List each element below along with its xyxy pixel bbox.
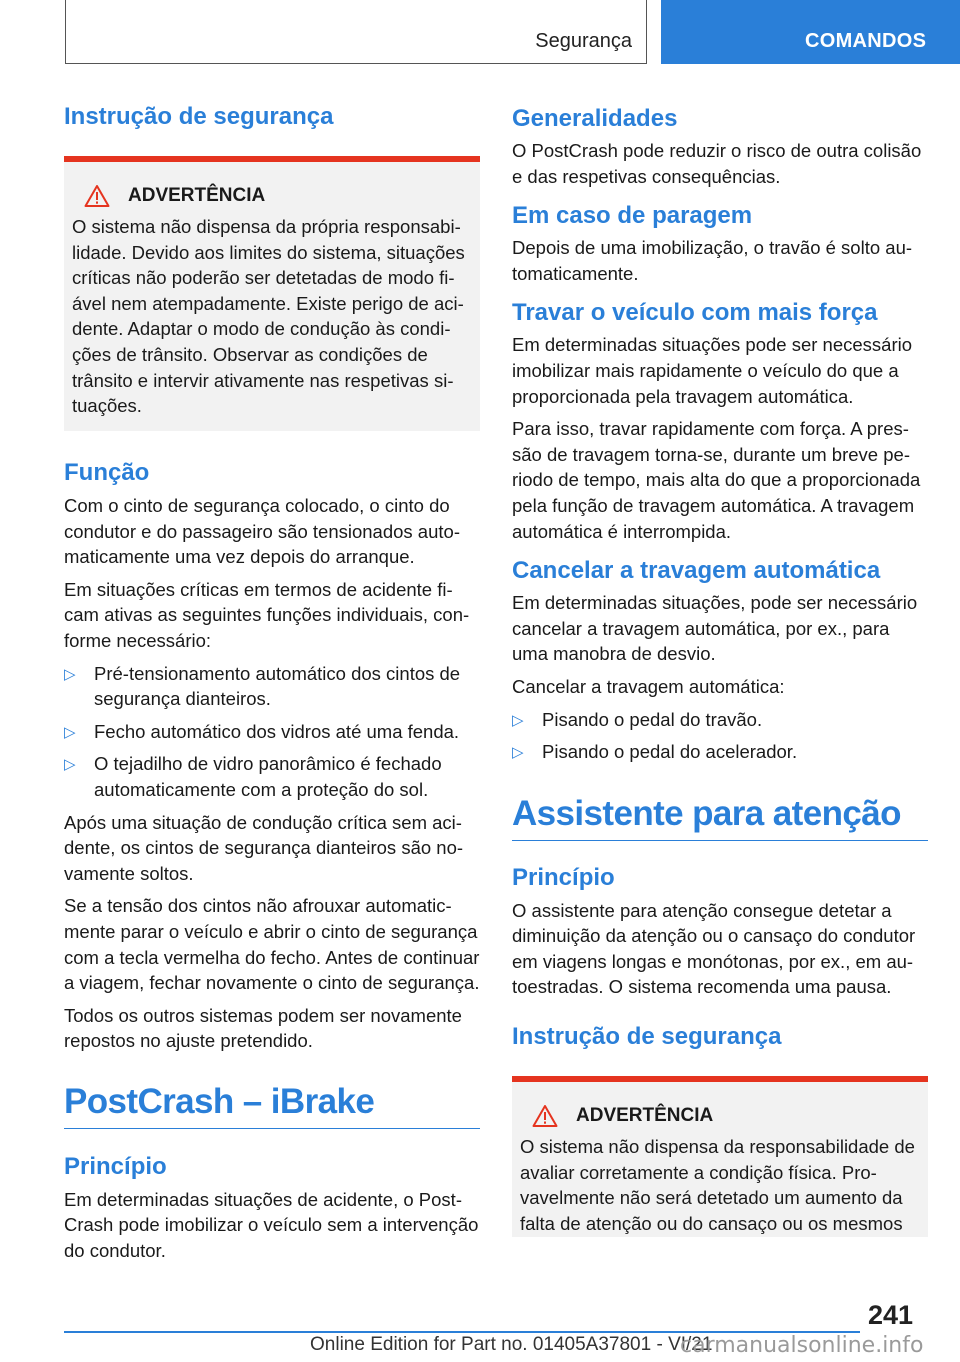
- list-item: [512, 739, 928, 765]
- bullet-triangle-icon: ▷: [64, 723, 76, 741]
- funcao-paragraph: Se a tensão dos cintos não afrouxar automaticmente parar o veículo e abrir o cinto de segurança com a tecla vermelha do fecho. Antes de continuar a viagem, fechar novamente o cinto de segurança.: [64, 895, 480, 994]
- warning-triangle-icon: [532, 1104, 558, 1128]
- warning-box: [64, 156, 480, 431]
- list-item: [64, 661, 480, 712]
- warning-text: O sistema não dispensa da responsabilidade de avaliar corretamente a condição física. Provavelmente não será detetado um aumento da falta de atenção ou do cansaço ou os mesmos: [520, 1136, 915, 1234]
- list-item-text: Pré-tensionamento automático dos cintos de segurança dianteiros.: [94, 662, 461, 710]
- footer-edition: Online Edition for Part no. 01405A37801 - VI/21: [310, 1334, 713, 1355]
- warning-triangle-icon: [84, 184, 110, 208]
- travar-paragraph: Em determinadas situações pode ser necessário imobilizar mais rapidamente o veículo do que a proporcionada pela travagem automática.: [512, 334, 913, 407]
- funcao-heading: Função: [64, 459, 150, 486]
- list-item: [64, 719, 480, 745]
- safety-instruction-heading: Instrução de segurança: [64, 103, 334, 130]
- assistente-heading: Assistente para atenção: [512, 792, 928, 841]
- list-item: [512, 707, 928, 733]
- right-column: [512, 100, 928, 1237]
- list-item-text: Fecho automático dos vidros até uma fenda.: [94, 720, 460, 742]
- principio-paragraph: Em determinadas situações de acidente, o PostCrash pode imobilizar o veículo sem a intervenção do condutor.: [64, 1188, 479, 1262]
- principio-paragraph: O assistente para atenção consegue detetar a diminuição da atenção ou o cansaço do condutor em viagens longas e monótonas, por ex., em autoestradas. O sistema recomenda uma pausa.: [512, 899, 916, 998]
- header-section-label: Segurança: [535, 30, 632, 52]
- warning-title-text: ADVERTÊNCIA: [576, 1105, 714, 1127]
- generalidades-heading: Generalidades: [512, 105, 678, 132]
- warning-title: [72, 184, 472, 208]
- list-item-text: Pisando o pedal do travão.: [542, 708, 763, 730]
- cancelar-heading: Cancelar a travagem automática: [512, 557, 881, 585]
- warning-title-text: ADVERTÊNCIA: [128, 185, 266, 206]
- list-item-text: Pisando o pedal do acelerador.: [542, 741, 798, 763]
- list-item-text: O tejadilho de vidro panorâmico é fechado automaticamente com a proteção do sol.: [94, 753, 442, 800]
- bullet-triangle-icon: ▷: [512, 711, 524, 729]
- travar-heading: Travar o veículo com mais força: [512, 299, 878, 327]
- generalidades-paragraph: O PostCrash pode reduzir o risco de outra colisão e das respetivas consequências.: [512, 140, 922, 187]
- header-section-box: [65, 0, 647, 64]
- bullet-triangle-icon: ▷: [64, 756, 76, 774]
- paragem-paragraph: Depois de uma imobilização, o travão é solto automaticamente.: [512, 237, 913, 284]
- page-number: 241: [868, 1300, 914, 1330]
- footer-watermark: carmanualsonline.info: [680, 1333, 924, 1358]
- header-tab-comandos[interactable]: COMANDOS: [661, 0, 960, 64]
- funcao-paragraph: Todos os outros sistemas podem ser novamente repostos no ajuste pretendido.: [64, 1004, 462, 1052]
- warning-box: [512, 1076, 928, 1237]
- list-item: [64, 751, 480, 802]
- safety-instruction-heading: Instrução de segurança: [512, 1023, 782, 1051]
- warning-text: O sistema não dispensa da própria responsabilidade. Devido aos limites do sistema, situações críticas não poderão ser detetadas de modo fiável nem atempadamente. Existe perigo de acidente. Adaptar o modo de condução às condições de trânsito. Observar as condições de trânsito e intervir ativamente nas respetivas situações.: [72, 216, 465, 417]
- funcao-paragraph: Em situações críticas em termos de acidente ficam ativas as seguintes funções individuais, conforme necessário:: [64, 578, 470, 651]
- funcao-paragraph: Após uma situação de condução crítica sem acidente, os cintos de segurança dianteiros são novamente soltos.: [64, 811, 464, 884]
- cancelar-paragraph: Em determinadas situações, pode ser necessário cancelar a travagem automática, por ex., para uma manobra de desvio.: [512, 592, 918, 665]
- principio-heading: Princípio: [64, 1152, 167, 1180]
- funcao-bullet-list: [64, 661, 480, 803]
- funcao-paragraph: Com o cinto de segurança colocado, o cinto do condutor e do passageiro são tensionados automaticamente uma vez depois do arranque.: [64, 495, 460, 568]
- bullet-triangle-icon: ▷: [512, 744, 524, 762]
- bullet-triangle-icon: ▷: [64, 665, 76, 683]
- travar-paragraph: Para isso, travar rapidamente com força. A pressão de travagem torna-se, durante um breve periodo de tempo, mais alta do que a proporcionada pela função de travagem automática. A travagem automática é interrompida.: [512, 418, 921, 542]
- left-column: [64, 100, 480, 1264]
- cancelar-paragraph: Cancelar a travagem automática:: [512, 675, 785, 697]
- paragem-heading: Em caso de paragem: [512, 202, 753, 230]
- principio-heading: Princípio: [512, 863, 615, 891]
- cancelar-bullet-list: [512, 707, 928, 765]
- postcrash-heading: PostCrash – iBrake: [64, 1080, 480, 1129]
- warning-title: [520, 1104, 920, 1128]
